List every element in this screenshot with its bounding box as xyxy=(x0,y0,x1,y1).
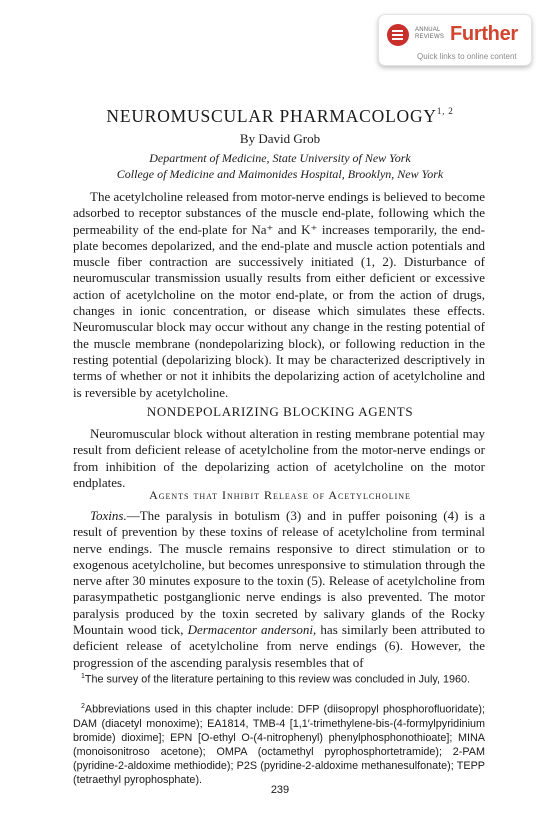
subsection-heading-release: Agents that Inhibit Release of Acetylcholine xyxy=(149,488,411,502)
badge-line1: ANNUAL xyxy=(415,27,441,33)
affiliation-college: College of Medicine and Maimonides Hospital, Brooklyn, New York xyxy=(116,167,444,181)
footnote-2-mark: 2 xyxy=(81,703,85,710)
author-last: Grob xyxy=(293,131,321,146)
article-title xyxy=(0,106,560,127)
nondepolarizing-paragraph: Neuromuscular block without alteration in resting membrane potential may result from deficient release of acetylcholine from the motor-nerve endings or from inhibition of the depolarizing action of acetylcholine on the motor endplates. xyxy=(73,426,485,490)
footnote-1-text: The survey of the literature pertaining to this review was concluded in July, 1960. xyxy=(84,673,470,686)
author-prefix: By xyxy=(239,131,256,146)
section-heading-nondepolarizing: NONDEPOLARIZING BLOCKING AGENTS xyxy=(146,404,414,419)
toxins-lead: Toxins. xyxy=(90,508,127,523)
title-text: NEUROMUSCULAR PHARMACOLOGY xyxy=(106,106,437,126)
affiliation-department: Department of Medicine, State University of New York xyxy=(149,151,411,165)
further-reviews-badge[interactable] xyxy=(378,14,532,66)
page-number: 239 xyxy=(270,784,290,796)
annual-reviews-logo-icon xyxy=(387,24,409,46)
badge-line2: REVIEWS xyxy=(415,33,445,40)
author-line xyxy=(0,131,560,147)
footnote-2 xyxy=(73,700,485,787)
intro-paragraph: The acetylcholine released from motor-nerve endings is believed to become adsorbed to receptor substances of the muscle end-plate, following which the permeability of the end-plate for Na⁺ and K⁺ increases temporarily, the end-plate becomes depolarized, and the end-plate and muscle action potentials and muscle fiber contraction are successively initiated (1, 2). Disturbance of neuromuscular transmission usually results from either deficient or excessive action of acetylcholine on the motor end-plate, or from the action of drugs, changes in ionic concentration, or disease which simulates these effects. Neuromuscular block may occur without any change in the resting potential of the muscle membrane (nondepolarizing block), or following reduction in the resting potential (depolarizing block). It may be characterized descriptively in terms of whether or not it inhibits the depolarizing action of acetylcholine and is reversible by acetylcholine. xyxy=(73,189,485,400)
footnote-1 xyxy=(73,670,485,687)
toxins-text-b: has similarly been attributed to deficient release of acetylcholine from nerve endings (6). However, the progression of the ascending paralysis resembles that of xyxy=(73,622,485,670)
footnote-2-text: Abbreviations used in this chapter include: DFP (diisopropyl phosphorofluoridate); DAM (diacetyl monoxime); EA1814, TMB-4 [1,1′-trimethylene-bis-(4-formylpyridinium bromide) dioxime]; EPN [O-ethyl O-(4-nitrophenyl) phenylphosphonothioate]; MINA (monoisonitroso acetone); OMPA (octamethyl pyrophosphortetramide); 2-PAM (pyridine-2-aldoxime methiodide); P2S (pyridine-2-aldoxime methanesulfonate); TEPP (tetraethyl pyrophosphate). xyxy=(73,703,485,786)
annual-reviews-wordmark xyxy=(415,27,444,40)
author-first: David xyxy=(258,131,291,146)
title-footnote-marks: 1, 2 xyxy=(436,106,454,116)
further-label: Further xyxy=(450,23,518,45)
toxins-text-a: —The paralysis in botulism (3) and in puffer poisoning (4) is a result of prevention by these toxins of release of acetylcholine from terminal nerve endings. The muscle remains responsive to direct stimulation or to exogenous acetylcholine, but becomes unresponsive to stimulation through the nerve after 30 minutes exposure to the toxin (5). Release of acetylcholine from parasympathetic postganglionic nerve endings is also prevented. The motor paralysis produced by the toxin secreted by salivary glands of the Rocky Mountain wood tick, xyxy=(73,508,485,638)
footnote-1-mark: 1 xyxy=(81,673,85,680)
toxins-paragraph xyxy=(73,508,485,671)
quick-links-tagline: Quick links to online content xyxy=(417,52,517,61)
species-name: Dermacentor andersoni, xyxy=(187,622,317,638)
